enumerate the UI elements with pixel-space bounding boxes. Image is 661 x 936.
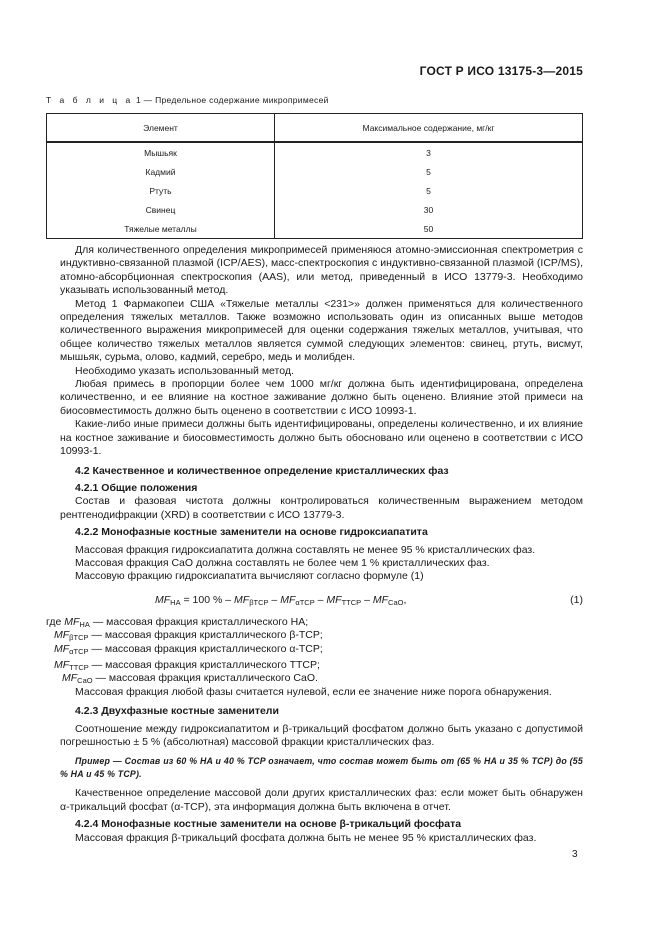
document-body xyxy=(46,244,583,845)
paragraph: Состав и фазовая чистота должны контролироваться количественным выражением методом рентгенодифракции (XRD) в соответствии с ИСО 13779-3. xyxy=(60,495,583,521)
table-cell: Мышьяк xyxy=(47,142,275,162)
section-heading-4-2-3: 4.2.3 Двухфазные костные заменители xyxy=(75,705,279,718)
table-cell: 30 xyxy=(275,200,583,219)
column-header-max-content: Максимальное содержание, мг/кг xyxy=(275,114,583,143)
table-caption xyxy=(46,95,329,105)
paragraph: Массовая фракция гидроксиапатита должна составлять не менее 95 % кристаллических фаз. xyxy=(75,543,536,556)
table-cell: Свинец xyxy=(47,200,275,219)
trace-elements-table xyxy=(46,113,583,239)
paragraph: Массовая фракция β-трикальций фосфата должна быть не менее 95 % кристаллических фаз. xyxy=(75,831,537,844)
definition-ha: где $MF_{HA}$ — массовая фракция кристаллического HA; xyxy=(46,615,309,629)
formula-1 xyxy=(60,588,583,616)
paragraph: Необходимо указать использованный метод. xyxy=(75,364,294,377)
table-row xyxy=(47,181,583,200)
formula-number: (1) xyxy=(570,593,583,606)
definition-cao: $MF_{CaO}$ — массовая фракция кристаллического CaO. xyxy=(62,672,318,686)
table-cell: 50 xyxy=(275,219,583,239)
standard-header: ГОСТ Р ИСО 13175-3—2015 xyxy=(419,64,583,78)
paragraph: Для количественного определения микропримесей применяюся атомно-эмиссионная спектрометрия с индуктивно-связанной плазмой (ICP/AES), масс-спектроскопия с индуктивно-связанной плазмой (ICP/MS), атомно-абсорбционная спектроскопия (AAS), или метод, приведенный в ИСО 13779-3. Необходимо указывать использованный метод. xyxy=(60,244,583,297)
table-caption-label: Т а б л и ц а xyxy=(46,95,134,105)
section-heading-4-2-4: 4.2.4 Монофазные костные заменители на основе β-трикальций фосфата xyxy=(75,818,462,831)
table-row xyxy=(47,162,583,181)
paragraph: Массовую фракцию гидроксиапатита вычисляют согласно формуле (1) xyxy=(75,570,424,583)
table-row xyxy=(47,142,583,162)
table-cell: 5 xyxy=(275,162,583,181)
table-row xyxy=(47,219,583,239)
section-heading-4-2-2: 4.2.2 Монофазные костные заменители на основе гидроксиапатита xyxy=(75,526,428,539)
table-row xyxy=(47,200,583,219)
table-cell: Тяжелые металлы xyxy=(47,219,275,239)
paragraph: Любая примесь в пропорции более чем 1000 мг/кг должна быть идентифицирована, определена количественно, и ее влияние на костное заживание должно быть оценено. Влияние этой примеси на биосовместимость должно быть оценено в соответствии с ИСО 10993-1. xyxy=(60,378,583,417)
paragraph: Метод 1 Фармакопеи США «Тяжелые металлы <231>» должен применяться для количественного определения тяжелых металлов. Также возможно использовать один из описанных выше методов количественного выражения микропримесей для оценки содержания тяжелых металлов, учитывая, что общее количество тяжелых металлов является суммой следующих элементов: свинец, ртуть, висмут, мышьяк, сурьма, олово, кадмий, серебро, медь и молибден. xyxy=(60,297,583,364)
section-heading-4-2-1: 4.2.1 Общие положения xyxy=(75,481,198,494)
paragraph: Какие-либо иные примеси должны быть идентифицированы, определены количественно, и их влияние на костное заживание и биосовместимость должно быть обосновано или оценено в соответствии с ИСО 10993-1. xyxy=(60,418,583,458)
table-caption-text: 1 — Предельное содержание микропримесей xyxy=(135,95,329,105)
formula-expression: $MF_{HA} = 100$ % – $MF_{\beta TCP} - MF_{\alpha TCP} - MF_{TTCP} - MF_{CaO}$, xyxy=(155,593,407,607)
section-heading-4-2: 4.2 Качественное и количественное определение кристаллических фаз xyxy=(75,464,449,477)
column-header-element: Элемент xyxy=(47,114,275,143)
paragraph: Массовая фракция CaO должна составлять не более чем 1 % кристаллических фаз. xyxy=(75,556,490,569)
example-note: Пример — Состав из 60 % HA и 40 % TCP означает, что состав может быть от (65 % HA и 35 % TCP) до (55 % HA и 45 % TCP). xyxy=(60,756,583,780)
paragraph: Качественное определение массовой доли других кристаллических фаз: если может быть обнаружен α-трикальций фосфат (α-TCP), эта информация должна быть включена в отчет. xyxy=(60,787,583,813)
definition-atcp: $MF_{\alpha TCP}$ — массовая фракция кристаллического α-TCP; xyxy=(54,642,323,656)
definition-ttcp: $MF_{TTCP}$ — массовая фракция кристаллического TTCP; xyxy=(54,658,320,672)
paragraph: Соотношение между гидроксиапатитом и β-трикальций фосфатом должно быть указано с допустимой погрешностью ± 5 % (абсолютная) массовой фракции кристаллических фаз. xyxy=(60,722,583,748)
table-cell: 5 xyxy=(275,181,583,200)
definition-btcp: $MF_{\beta TCP}$ — массовая фракция кристаллического β-TCP; xyxy=(54,629,323,643)
table-header-row xyxy=(47,114,583,143)
paragraph: Массовая фракция любой фазы считается нулевой, если ее значение ниже порога обнаружения. xyxy=(75,685,552,698)
table-cell: Ртуть xyxy=(47,181,275,200)
table-cell: Кадмий xyxy=(47,162,275,181)
table-cell: 3 xyxy=(275,142,583,162)
page-number: 3 xyxy=(572,849,578,860)
